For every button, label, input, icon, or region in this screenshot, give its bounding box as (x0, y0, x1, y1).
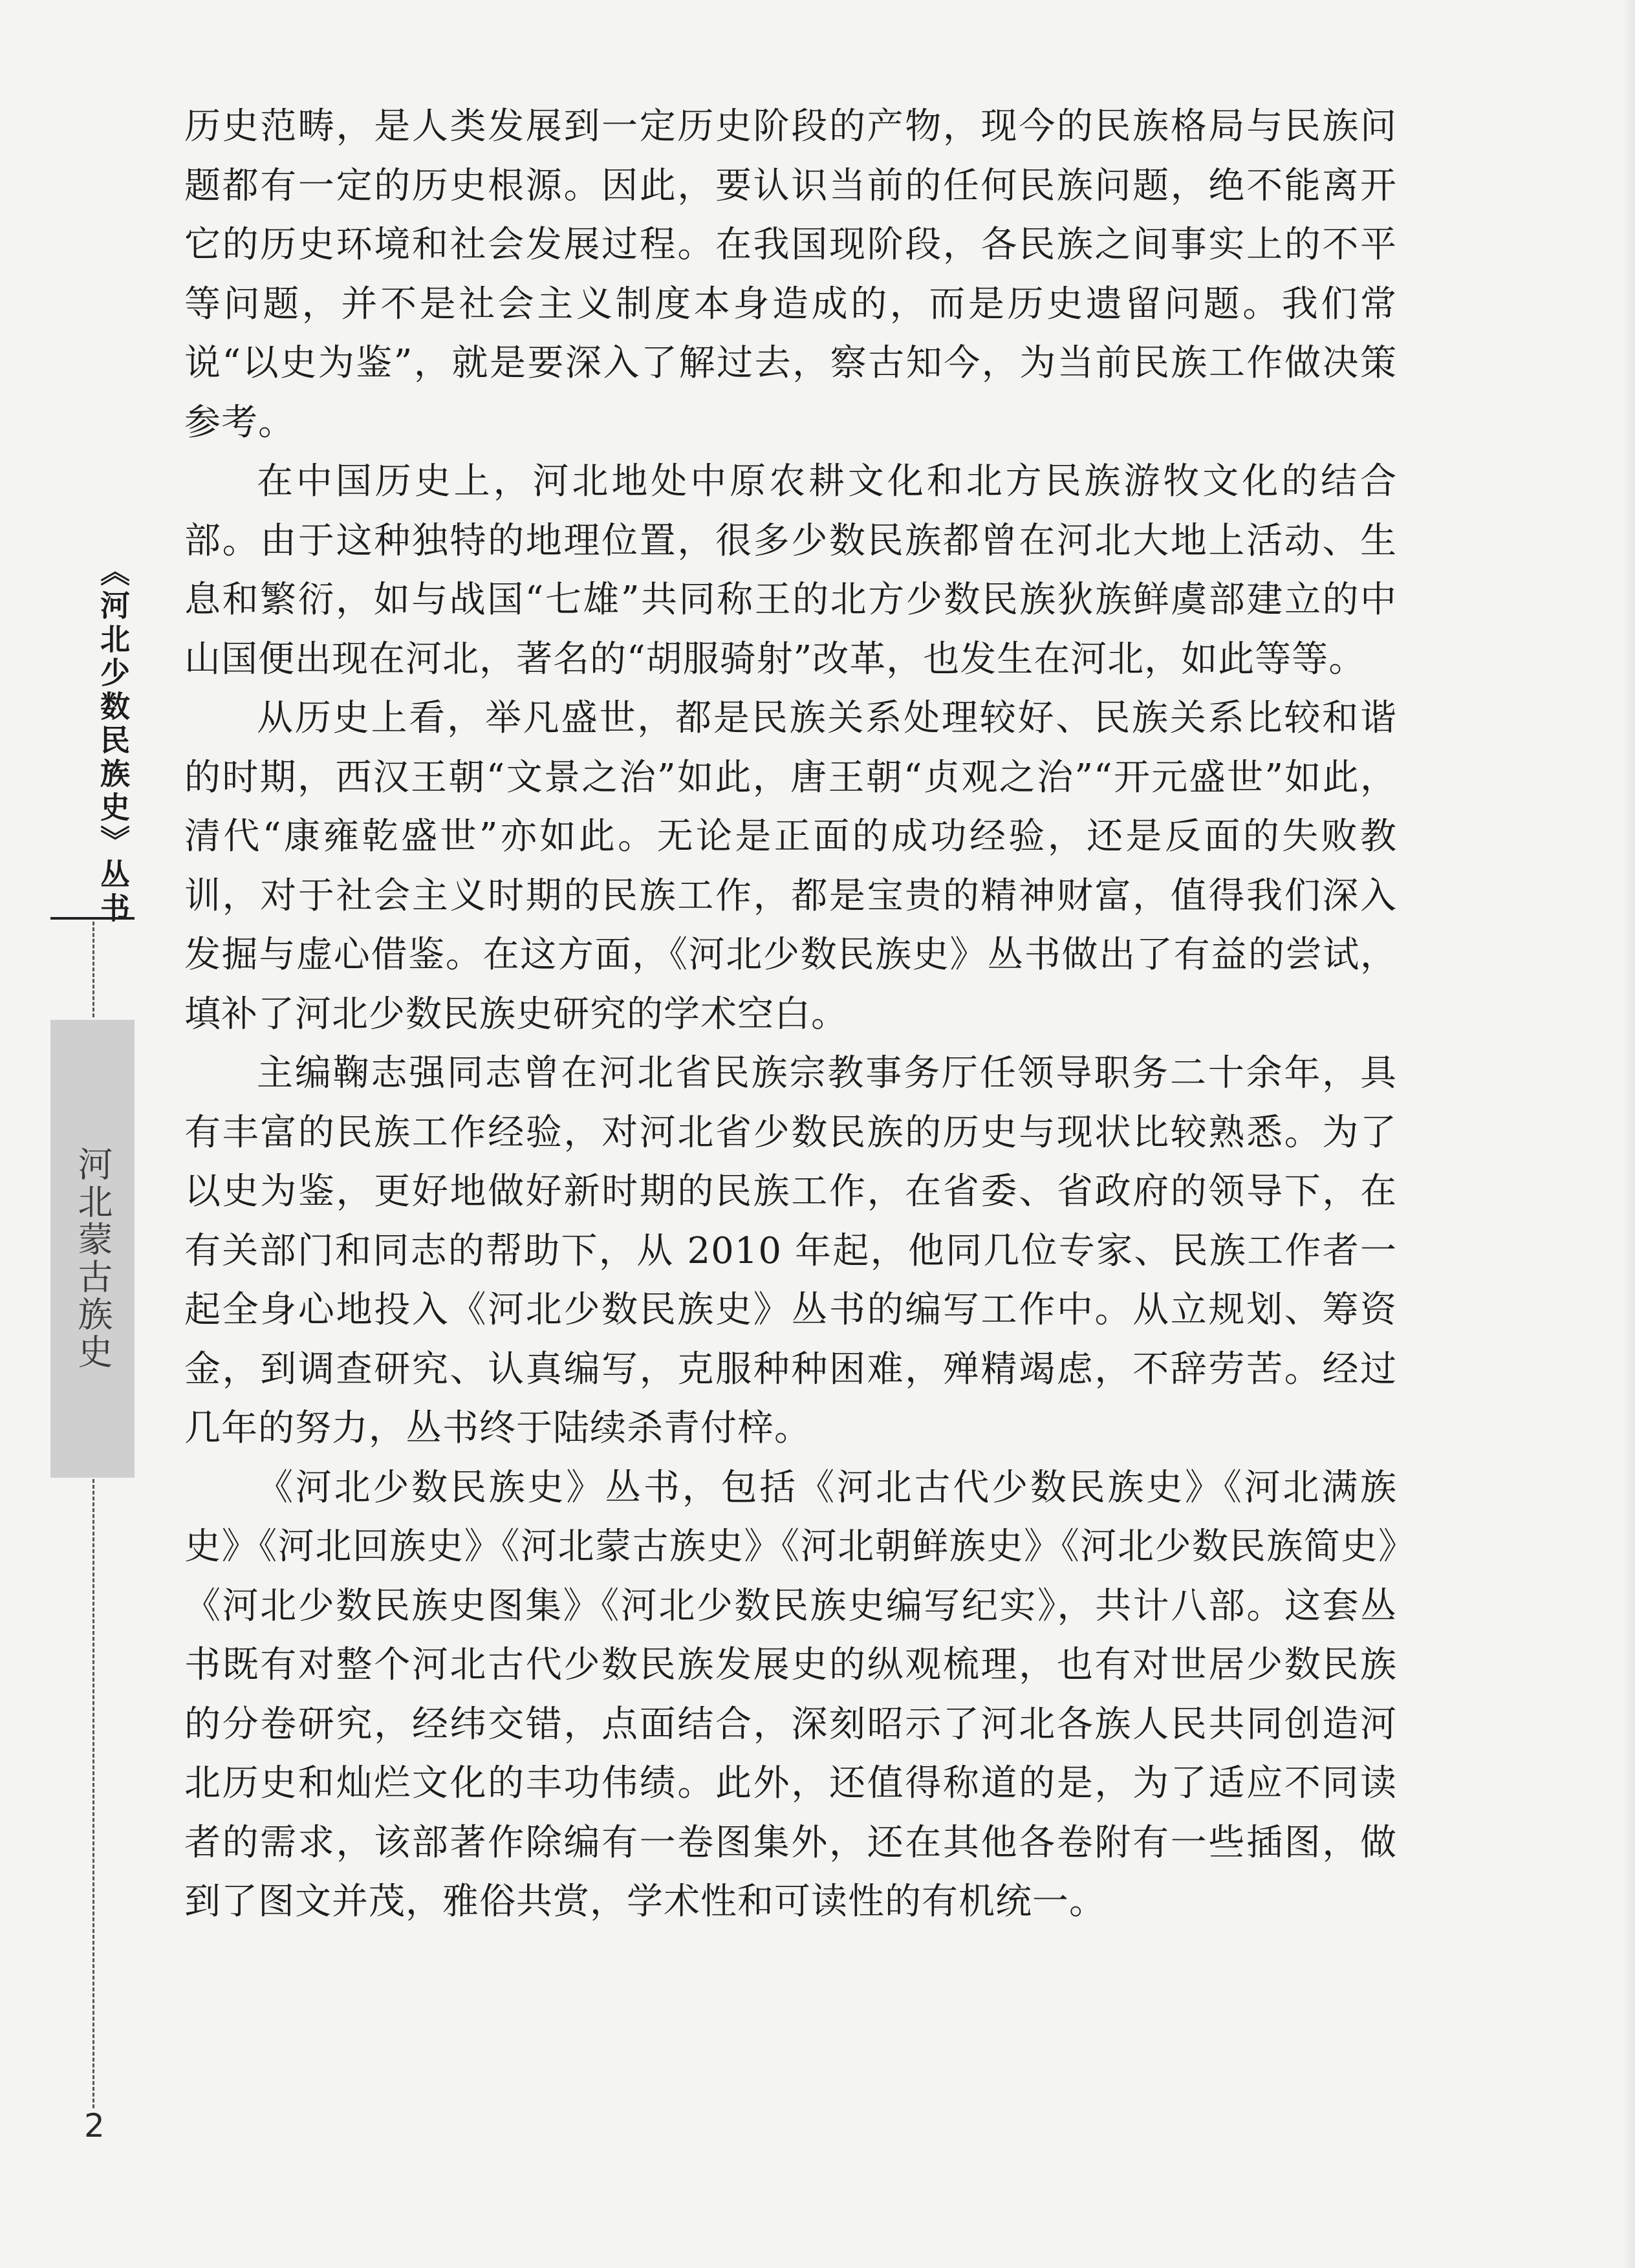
sidebar-rule (50, 917, 135, 920)
paragraph: 在中国历史上，河北地处中原农耕文化和北方民族游牧文化的结合部。由于这种独特的地理位置，很多少数民族都曾在河北大地上活动、生息和繁衍，如与战国“七雄”共同称王的北方少数民族狄族鲜虞部建立的中山国便出现在河北，著名的“胡服骑射”改革，也发生在河北，如此等等。 (184, 460, 1397, 680)
series-title: 《河北少数民族史》丛书 (96, 556, 131, 926)
page-number: 2 (84, 2107, 105, 2144)
volume-title: 河北蒙古族史 (72, 1146, 113, 1371)
paragraph: 《河北少数民族史》丛书，包括《河北古代少数民族史》《河北满族史》《河北回族史》《河北蒙古族史》《河北朝鲜族史》《河北少数民族简史》《河北少数民族史图集》《河北少数民族史编写纪实》，共计八部。这套丛书既有对整个河北古代少数民族发展史的纵观梳理，也有对世居少数民族的分卷研究，经纬交错，点面结合，深刻昭示了河北各族人民共同创造河北历史和灿烂文化的丰功伟绩。此外，还值得称道的是，为了适应不同读者的需求，该部著作除编有一卷图集外，还在其他各卷附有一些插图，做到了图文并茂，雅俗共赏，学术性和可读性的有机统一。 (184, 1466, 1397, 1923)
paragraph: 主编鞠志强同志曾在河北省民族宗教事务厅任领导职务二十余年，具有丰富的民族工作经验，对河北省少数民族的历史与现状比较熟悉。为了以史为鉴，更好地做好新时期的民族工作，在省委、省政府的领导下，在有关部门和同志的帮助下，从 2010 年起，他同几位专家、民族工作者一起全身心地投入《河北少数民族史》丛书的编写工作中。从立规划、筹资金，到调查研究、认真编写，克服种种困难，殚精竭虑，不辞劳苦。经过几年的努力，丛书终于陆续杀青付梓。 (184, 1052, 1397, 1449)
volume-label-box (50, 1020, 135, 1478)
page-edge-shadow (1622, 0, 1635, 2268)
sidebar-dashed-line-bottom (92, 1479, 94, 2108)
paragraph-continued: 历史范畴，是人类发展到一定历史阶段的产物，现今的民族格局与民族问题都有一定的历史根源。因此，要认识当前的任何民族问题，绝不能离开它的历史环境和社会发展过程。在我国现阶段，各民族之间事实上的不平等问题，并不是社会主义制度本身造成的，而是历史遗留问题。我们常说“以史为鉴”，就是要深入了解过去，察古知今，为当前民族工作做决策参考。 (184, 105, 1397, 444)
sidebar-dashed-line-top (92, 922, 94, 1017)
body-text (184, 97, 1397, 1932)
paragraph: 从历史上看，举凡盛世，都是民族关系处理较好、民族关系比较和谐的时期，西汉王朝“文景之治”如此，唐王朝“贞观之治”“开元盛世”如此，清代“康雍乾盛世”亦如此。无论是正面的成功经验，还是反面的失败教训，对于社会主义时期的民族工作，都是宝贵的精神财富，值得我们深入发掘与虚心借鉴。在这方面，《河北少数民族史》丛书做出了有益的尝试，填补了河北少数民族史研究的学术空白。 (184, 697, 1397, 1035)
